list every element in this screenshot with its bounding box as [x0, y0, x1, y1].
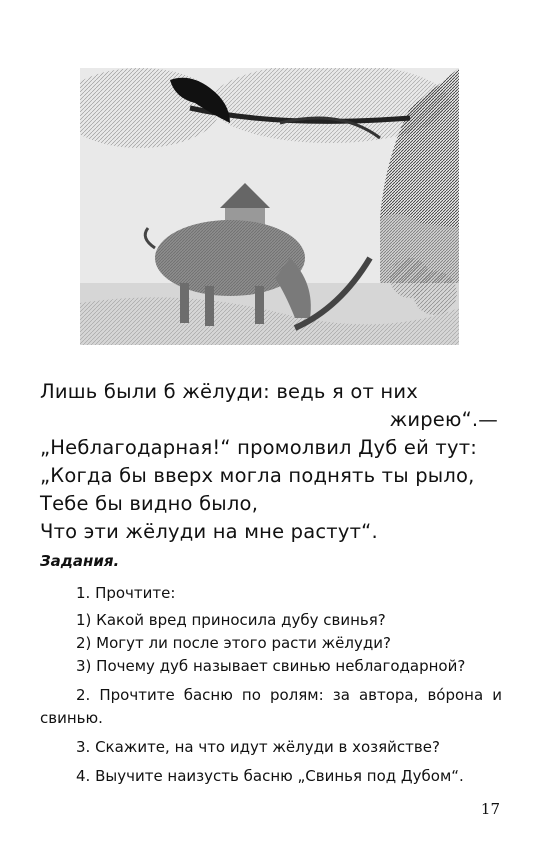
task-item: 4. Выучите наизусть басню „Свинья под Дубом“. — [76, 767, 464, 785]
poem-text — [40, 378, 510, 546]
poem-line: Тебе бы видно было, — [40, 492, 259, 515]
tasks-title: Задания. — [40, 552, 120, 570]
task-item: 2. Прочтите басню по ролям: за автора, вóрона и свинью. — [40, 686, 502, 727]
poem-line: Что эти жёлуди на мне растут“. — [40, 520, 378, 543]
poem-line: „Когда бы вверх могла поднять ты рыло, — [40, 464, 475, 487]
page-number: 17 — [480, 800, 500, 818]
task-subitem: 3) Почему дуб называет свинью неблагодарной? — [76, 657, 466, 675]
tasks-list — [40, 582, 502, 788]
task-item: 1. Прочтите: — [76, 584, 176, 602]
task-subitem: 2) Могут ли после этого расти жёлуди? — [76, 634, 391, 652]
poem-line: „Неблагодарная!“ промолвил Дуб ей тут: — [40, 436, 478, 459]
poem-line: жирею“.— — [389, 408, 498, 431]
task-subitem: 1) Какой вред приносила дубу свинья? — [76, 611, 386, 629]
task-item: 3. Скажите, на что идут жёлуди в хозяйстве? — [76, 738, 440, 756]
engraving-image — [80, 68, 459, 345]
poem-line: Лишь были б жёлуди: ведь я от них — [40, 380, 418, 403]
illustration-pig-under-oak — [80, 68, 459, 345]
